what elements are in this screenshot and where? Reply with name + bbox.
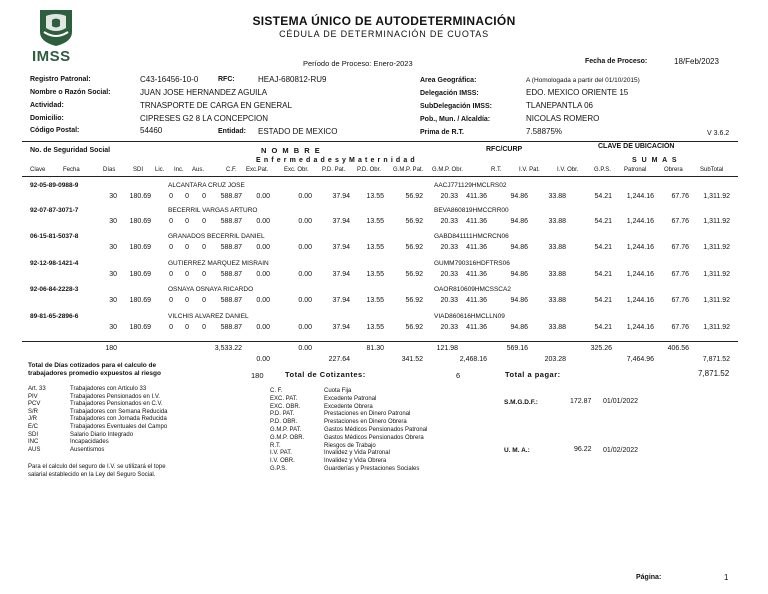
worker-value: 0.00	[298, 218, 312, 225]
column-header: G.P.S.	[594, 167, 611, 173]
column-header: Exc. Obr.	[284, 167, 309, 173]
legend-code: EXC. OBR.	[270, 403, 301, 410]
total-pagar-value: 7,871.52	[698, 369, 730, 378]
worker-value: 67.76	[671, 193, 689, 200]
worker-value: 1,244.16	[626, 271, 654, 278]
total-pagar-label: Total a pagar:	[505, 370, 561, 379]
worker-value: 13.55	[366, 193, 384, 200]
uma-label: U. M. A.:	[504, 447, 530, 454]
worker-value: 30	[109, 297, 117, 304]
nombre-label: Nombre o Razón Social:	[30, 89, 111, 96]
column-header: SDI	[133, 167, 144, 173]
worker-value: 54.21	[594, 193, 612, 200]
worker-value: 180.69	[129, 244, 151, 251]
prima-label: Prima de R.T.	[420, 129, 464, 136]
legend-desc: Riesgos de Trabajo	[324, 442, 376, 449]
worker-name: GRANADOS BECERRIL DANIEL	[168, 233, 265, 240]
legend-code: G.M.P. OBR.	[270, 434, 305, 441]
page-number: 1	[724, 573, 729, 582]
legend-desc: Salario Diario Integrado	[70, 431, 134, 438]
worker-value: 0.00	[298, 193, 312, 200]
worker-value: 0	[185, 324, 189, 331]
uma-date: 01/02/2022	[603, 447, 639, 454]
subdelegacion-value: TLANEPANTLA 06	[526, 101, 593, 110]
worker-value: 54.21	[594, 324, 612, 331]
worker-rfc: GUMM790316HDFTRS06	[434, 260, 510, 267]
worker-value: 1,244.16	[626, 244, 654, 251]
legend-desc: Ausentismos	[70, 446, 105, 453]
worker-value: 33.88	[548, 218, 566, 225]
worker-nss: 92-12-98-1421-4	[30, 260, 79, 267]
smgdf-date: 01/01/2022	[603, 398, 639, 405]
worker-value: 37.94	[332, 271, 350, 278]
legend-code: G.M.P. PAT.	[270, 427, 302, 433]
worker-value: 0.00	[256, 218, 270, 225]
worker-value: 54.21	[594, 297, 612, 304]
column-header: Clave	[30, 167, 46, 173]
total-obrera: 406.56	[667, 345, 689, 352]
legend-code: INC	[28, 439, 39, 446]
worker-value: 30	[109, 271, 117, 278]
worker-value: 0.00	[256, 297, 270, 304]
worker-value: 56.92	[405, 271, 423, 278]
worker-value: 588.87	[220, 244, 242, 251]
column-header: C.F.	[226, 167, 237, 173]
column-header: G.M.P. Pat.	[393, 167, 424, 173]
worker-name: VILCHIS ALVAREZ DANIEL	[168, 313, 249, 320]
column-header: Lic.	[155, 167, 165, 173]
legend-code: C. F.	[270, 388, 283, 394]
worker-value: 0	[169, 297, 173, 304]
actividad-label: Actividad:	[30, 102, 64, 109]
worker-value: 67.76	[671, 244, 689, 251]
worker-rfc: OAOR810609HMCSSCA2	[434, 286, 511, 293]
worker-value: 411.36	[466, 271, 487, 278]
nss-col-header: No. de Seguridad Social	[30, 147, 111, 154]
worker-value: 588.87	[220, 193, 242, 200]
page-label: Página:	[636, 574, 662, 581]
subdelegacion-label: SubDelegación IMSS:	[420, 103, 492, 110]
worker-value: 54.21	[594, 271, 612, 278]
rfc-label: RFC:	[218, 76, 235, 83]
page-title: SISTEMA ÚNICO DE AUTODETERMINACIÓN	[252, 14, 516, 28]
legend-desc: Trabajadores Pensionados en I.V.	[70, 393, 160, 400]
cp-label: Código Postal:	[30, 127, 80, 134]
legend-code: PIV	[28, 393, 38, 400]
worker-value: 0	[169, 218, 173, 225]
worker-value: 0	[202, 271, 206, 278]
worker-name: ALCANTARA CRUZ JOSE	[168, 182, 245, 189]
total-gmp-pat: 341.52	[401, 356, 423, 363]
column-header: Aus.	[192, 167, 205, 173]
column-header: G.M.P. Obr.	[432, 167, 463, 173]
total-pd-pat: 227.64	[328, 356, 350, 363]
worker-value: 588.87	[220, 324, 242, 331]
ubicacion-col-header: CLAVE DE UBICACIÓN	[598, 143, 675, 150]
worker-value: 0	[185, 193, 189, 200]
legend-desc: Cuota Fija	[324, 388, 352, 394]
worker-value: 37.94	[332, 218, 350, 225]
worker-value: 67.76	[671, 324, 689, 331]
version: V 3.6.2	[707, 130, 730, 137]
worker-value: 13.55	[366, 218, 384, 225]
column-header: Días	[103, 167, 116, 173]
worker-value: 20.33	[440, 297, 458, 304]
legend-code: P.D. PAT.	[270, 411, 295, 418]
worker-value: 1,311.92	[703, 218, 730, 225]
column-header: Inc.	[174, 167, 184, 173]
legend-desc: Invalidez y Vida Patronal	[324, 450, 390, 457]
worker-value: 13.55	[366, 244, 384, 251]
process-date: 18/Feb/2023	[674, 57, 719, 66]
uma-value: 96.22	[574, 446, 592, 453]
dias-cotizados-label-1: Total de Días cotizados para el calculo de	[28, 362, 157, 369]
area-value: A (Homologada a partir del 01/10/2015)	[526, 77, 640, 84]
worker-value: 180.69	[129, 297, 151, 304]
rfc-col-header: RFC/CURP	[486, 146, 523, 153]
worker-value: 13.55	[366, 324, 384, 331]
worker-value: 1,311.92	[703, 271, 730, 278]
worker-value: 94.86	[510, 297, 528, 304]
domicilio-value: CIPRESES G2 8 LA CONCEPCION	[140, 114, 269, 123]
worker-value: 411.36	[466, 324, 487, 331]
worker-value: 33.88	[548, 297, 566, 304]
worker-value: 1,311.92	[703, 324, 730, 331]
worker-value: 0	[202, 324, 206, 331]
worker-value: 94.86	[510, 218, 528, 225]
total-dias: 180	[105, 345, 117, 352]
legend-desc: Gastos Médicos Pensionados Obrera	[324, 434, 424, 441]
worker-value: 0	[202, 193, 206, 200]
worker-name: OSNAYA OSNAYA RICARDO	[168, 286, 254, 293]
legend-desc: Invalidez y Vida Obrera	[324, 458, 387, 465]
worker-value: 1,311.92	[703, 193, 730, 200]
legend-desc: Guarderías y Prestaciones Sociales	[324, 466, 420, 472]
legend-code: PCV	[28, 401, 41, 408]
worker-nss: 92-07-87-3071-7	[30, 207, 79, 214]
worker-rfc: GABD841111HMCRCN06	[434, 233, 509, 240]
worker-value: 37.94	[332, 244, 350, 251]
worker-value: 30	[109, 193, 117, 200]
worker-value: 30	[109, 324, 117, 331]
worker-nss: 92-05-89-0988-9	[30, 182, 79, 189]
worker-value: 588.87	[220, 271, 242, 278]
actividad-value: TRNASPORTE DE CARGA EN GENERAL	[140, 101, 292, 110]
total-rt: 2,468.16	[459, 356, 487, 363]
legend-code: J/R	[28, 416, 37, 423]
worker-value: 56.92	[405, 244, 423, 251]
worker-value: 0	[185, 271, 189, 278]
worker-value: 588.87	[220, 218, 242, 225]
column-header: SubTotal	[700, 167, 724, 173]
worker-nss: 89-81-65-2896-6	[30, 313, 79, 320]
legend-code: I.V. OBR.	[270, 458, 295, 465]
worker-value: 180.69	[129, 218, 151, 225]
worker-value: 0	[202, 218, 206, 225]
worker-value: 1,244.16	[626, 218, 654, 225]
worker-value: 588.87	[220, 297, 242, 304]
cotizantes-label: Total de Cotizantes:	[285, 370, 366, 379]
smgdf-value: 172.87	[570, 398, 592, 405]
sumas-header: S U M A S	[632, 157, 679, 164]
worker-nss: 92-06-84-2228-3	[30, 286, 79, 293]
worker-value: 37.94	[332, 297, 350, 304]
worker-value: 411.36	[466, 297, 487, 304]
process-date-label: Fecha de Proceso:	[585, 58, 648, 65]
worker-rfc: BEVA860819HMCCRR00	[434, 207, 509, 214]
column-header: Exc.Pat.	[246, 167, 269, 173]
column-header: P.D. Pat.	[322, 167, 346, 173]
legend-note-2: salarial establecido en la Ley del Seguro Social.	[28, 472, 156, 478]
period: Período de Proceso: Enero-2023	[303, 59, 413, 68]
worker-value: 94.86	[510, 324, 528, 331]
municipio-value: NICOLAS ROMERO	[526, 114, 600, 123]
worker-value: 20.33	[440, 193, 458, 200]
worker-value: 0.00	[298, 244, 312, 251]
worker-value: 94.86	[510, 193, 528, 200]
worker-value: 0.00	[298, 324, 312, 331]
worker-value: 94.86	[510, 271, 528, 278]
worker-value: 0	[169, 271, 173, 278]
worker-value: 0	[169, 193, 173, 200]
registro-label: Registro Patronal:	[30, 76, 91, 83]
worker-value: 0.00	[256, 193, 270, 200]
worker-value: 56.92	[405, 297, 423, 304]
worker-value: 0	[202, 297, 206, 304]
legend-code: G.P.S.	[270, 466, 287, 472]
worker-value: 0.00	[256, 271, 270, 278]
legend-note-1: Para el calculo del seguro de I.V. se utilizará el tope	[28, 464, 166, 470]
worker-value: 0.00	[298, 297, 312, 304]
worker-value: 1,311.92	[703, 244, 730, 251]
worker-value: 180.69	[129, 324, 151, 331]
total-subtotal: 7,871.52	[702, 356, 730, 363]
worker-value: 37.94	[332, 193, 350, 200]
total-gmp-obr: 121.98	[436, 345, 458, 352]
legend-desc: Trabajadores Eventuales del Campo	[70, 424, 168, 430]
area-label: Area Geográfica:	[420, 77, 477, 84]
worker-value: 180.69	[129, 271, 151, 278]
worker-value: 13.55	[366, 297, 384, 304]
worker-value: 0	[185, 297, 189, 304]
worker-value: 1,244.16	[626, 324, 654, 331]
smgdf-label: S.M.G.D.F.:	[504, 399, 538, 406]
delegacion-label: Delegación IMSS:	[420, 90, 479, 97]
worker-value: 20.33	[440, 218, 458, 225]
nombre-value: JUAN JOSE HERNANDEZ AGUILA	[140, 88, 268, 97]
worker-value: 20.33	[440, 271, 458, 278]
worker-value: 411.36	[466, 218, 487, 225]
domicilio-label: Domicilio:	[30, 115, 64, 122]
legend-code: Art. 33	[28, 386, 46, 392]
worker-value: 0	[185, 218, 189, 225]
legend-code: R.T.	[270, 442, 281, 449]
worker-name: BECERRIL VARGAS ARTURO	[168, 207, 258, 214]
worker-value: 0	[185, 244, 189, 251]
worker-value: 411.36	[466, 193, 487, 200]
legend-desc: Excedente Patronal	[324, 395, 377, 402]
worker-value: 180.69	[129, 193, 151, 200]
legend-desc: Gastos Médicos Pensionados Patronal	[324, 427, 428, 433]
column-header: P.D. Obr.	[357, 167, 381, 173]
worker-nss: 06-15-81-5037-8	[30, 233, 79, 240]
dias-cotizados-value: 180	[251, 371, 264, 380]
total-pd-obr: 81.30	[366, 345, 384, 352]
registro-value: C43-16456-10-0	[140, 75, 199, 84]
worker-value: 0.00	[298, 271, 312, 278]
worker-value: 67.76	[671, 271, 689, 278]
legend-desc: Incapacidades	[70, 439, 109, 446]
worker-value: 37.94	[332, 324, 350, 331]
header-rule-top	[22, 141, 738, 142]
legend-code: EXC. PAT.	[270, 395, 298, 402]
worker-value: 0	[169, 244, 173, 251]
nombre-col-header: N O M B R E	[261, 146, 322, 155]
entidad-label: Entidad:	[218, 128, 246, 135]
legend-desc: Prestaciones en Dinero Obrera	[324, 419, 407, 426]
dias-cotizados-label-2: trabajadores promedio expuestos al riesgo	[28, 370, 161, 377]
worker-value: 33.88	[548, 324, 566, 331]
worker-value: 30	[109, 218, 117, 225]
worker-value: 56.92	[405, 218, 423, 225]
worker-value: 33.88	[548, 193, 566, 200]
total-patronal: 7,464.96	[626, 356, 654, 363]
worker-value: 1,244.16	[626, 297, 654, 304]
legend-desc: Prestaciones en Dinero Patronal	[324, 411, 411, 418]
worker-value: 54.21	[594, 244, 612, 251]
worker-value: 33.88	[548, 244, 566, 251]
worker-value: 33.88	[548, 271, 566, 278]
legend-desc: Trabajadores con Articulo 33	[70, 386, 147, 392]
municipio-label: Pob., Mun. / Alcaldía:	[420, 116, 491, 123]
worker-value: 0	[169, 324, 173, 331]
delegacion-value: EDO. MEXICO ORIENTE 15	[526, 88, 629, 97]
legend-code: S/R	[28, 408, 39, 415]
column-header: Patronal	[624, 167, 647, 173]
worker-value: 20.33	[440, 244, 458, 251]
worker-value: 1,311.92	[703, 297, 730, 304]
column-header: Fecha	[63, 167, 80, 173]
worker-value: 0.00	[256, 324, 270, 331]
enf-mat-header: E n f e r m e d a d e s y M a t e r n i d a d	[256, 157, 416, 164]
column-header: I.V. Obr.	[557, 167, 579, 173]
worker-value: 13.55	[366, 271, 384, 278]
entidad-value: ESTADO DE MEXICO	[258, 127, 338, 136]
column-header: R.T.	[491, 167, 502, 173]
total-iv-pat: 569.16	[506, 345, 528, 352]
worker-value: 67.76	[671, 218, 689, 225]
logo-text: IMSS	[32, 48, 71, 65]
totals-rule	[22, 341, 738, 342]
worker-value: 0.00	[256, 244, 270, 251]
legend-desc: Trabajadores con Semana Reducida	[70, 408, 168, 415]
total-iv-obr: 203.28	[544, 356, 566, 363]
legend-code: E/C	[28, 424, 39, 430]
prima-value: 7.58875%	[526, 127, 563, 136]
cp-value: 54460	[140, 126, 163, 135]
column-header: I.V. Pat.	[519, 167, 540, 173]
total-cf: 3,533.22	[214, 345, 242, 352]
cotizantes-value: 6	[456, 371, 461, 380]
legend-code: P.D. OBR.	[270, 419, 298, 426]
worker-value: 56.92	[405, 324, 423, 331]
worker-value: 54.21	[594, 218, 612, 225]
header-rule-bottom	[22, 176, 738, 177]
legend-desc: Trabajadores con Jornada Reducida	[70, 416, 167, 423]
page-subtitle: CÉDULA DE DETERMINACIÓN DE CUOTAS	[279, 29, 489, 39]
worker-value: 56.92	[405, 193, 423, 200]
legend-desc: Excedente Obrera	[324, 403, 373, 410]
rfc-value: HEAJ-680812-RU9	[258, 75, 327, 84]
worker-value: 30	[109, 244, 117, 251]
total-exc-pat: 0.00	[256, 356, 270, 363]
worker-value: 411.36	[466, 244, 487, 251]
worker-rfc: VIAD860616HMCLLN09	[434, 313, 505, 320]
worker-value: 67.76	[671, 297, 689, 304]
worker-rfc: AACJ771129HMCLRS02	[434, 182, 507, 189]
worker-value: 1,244.16	[626, 193, 654, 200]
worker-value: 20.33	[440, 324, 458, 331]
total-gps: 325.26	[590, 345, 612, 352]
worker-value: 0	[202, 244, 206, 251]
worker-value: 94.86	[510, 244, 528, 251]
legend-code: SDI	[28, 431, 39, 438]
legend-desc: Trabajadores Pensionados en C.V.	[70, 401, 163, 408]
legend-code: AUS	[28, 446, 41, 453]
worker-name: GUTIERREZ MARQUEZ MISRAIN	[168, 260, 269, 267]
legend-code: I.V. PAT.	[270, 450, 292, 457]
column-header: Obrera	[664, 167, 683, 173]
total-exc-obr: 0.00	[298, 345, 312, 352]
